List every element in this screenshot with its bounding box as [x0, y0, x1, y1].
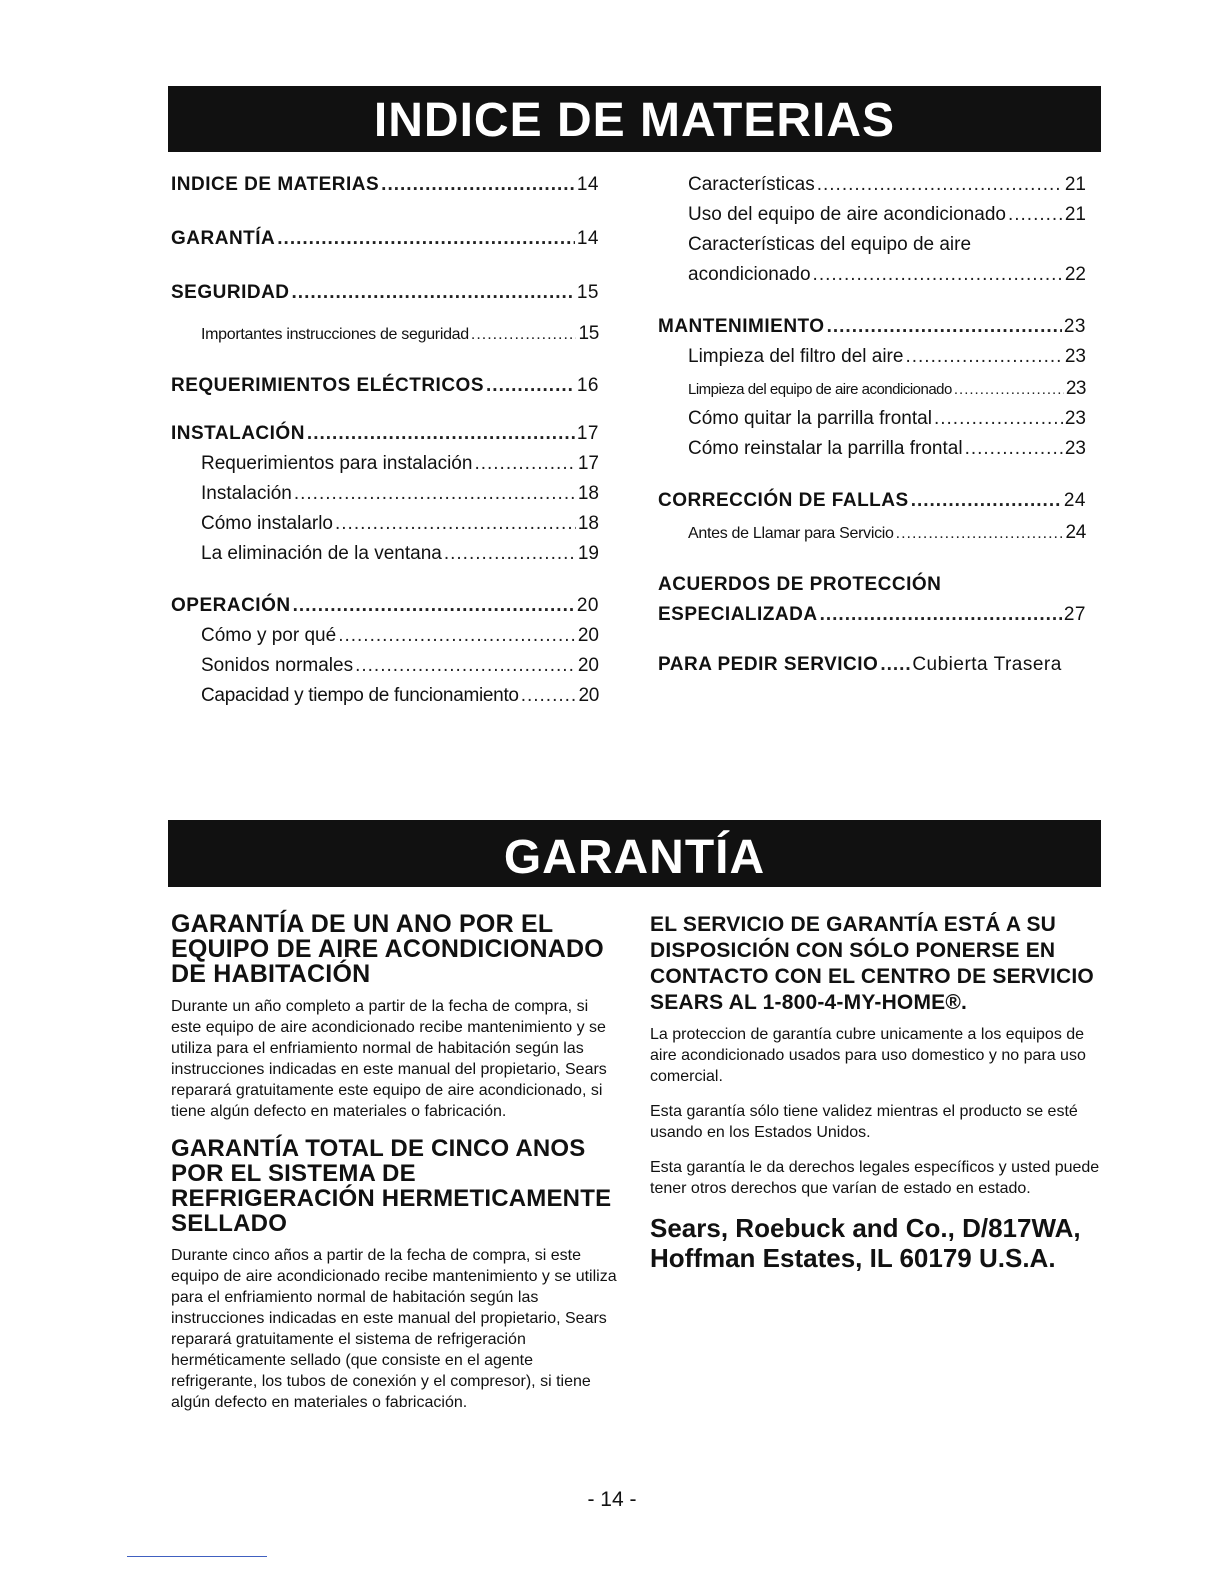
one-year-warranty-text: Durante un año completo a partir de la fecha de compra, si este equipo de aire acondicionado recibe mantenimiento y se utiliza para el enfriamiento normal de habitación según las instrucciones indicadas en este manual del propietario, Sears reparará gratuitamente este equipo de aire acondicionado, si tiene algún defecto en materiales o fabricación.	[171, 998, 607, 1120]
toc-left-column	[171, 170, 599, 707]
warranty-rights-text: Esta garantía le da derechos legales específicos y usted puede tener otros derechos que varían de estado en estado.	[650, 1159, 1100, 1197]
five-year-warranty-heading: GARANTÍA TOTAL DE CINCO ANOS POR EL SISTEMA DE REFRIGERACIÓN HERMETICAMENTE SELLADO	[171, 1135, 612, 1237]
one-year-warranty-heading: GARANTÍA DE UN ANO POR EL EQUIPO DE AIRE ACONDICIONADO DE HABITACIÓN	[171, 910, 604, 988]
toc-entry[interactable]: Limpieza del filtro del aire ..... 23	[658, 346, 1086, 368]
toc-right-column	[658, 170, 1086, 676]
toc-entry[interactable]: Requerimientos para instalación ..... 17	[171, 453, 599, 475]
warranty-coverage-text: La proteccion de garantía cubre unicamente a los equipos de aire acondicionado usados para uso domestico y no para uso comercial.	[650, 1026, 1086, 1085]
toc-entry[interactable]: ESPECIALIZADA ..... 27	[658, 604, 1086, 626]
toc-entry[interactable]: La eliminación de la ventana ..... 19	[171, 543, 599, 565]
toc-entry[interactable]: INDICE DE MATERIAS ..... 14	[171, 174, 599, 196]
company-address	[650, 1213, 1100, 1273]
toc-entry[interactable]: ACUERDOS DE PROTECCIÓN	[658, 574, 942, 595]
toc-entry[interactable]: Cómo instalarlo ..... 18	[171, 513, 599, 535]
toc-entry[interactable]: Cómo reinstalar la parrilla frontal ..... 23	[658, 438, 1086, 460]
warranty-title: GARANTÍA	[503, 831, 766, 884]
toc-entry[interactable]: Instalación ..... 18	[171, 483, 599, 505]
toc-entry[interactable]: Antes de Llamar para Servicio ..... 24	[658, 522, 1086, 544]
warranty-title-banner	[168, 820, 1101, 887]
toc-entry[interactable]: Cómo y por qué ..... 20	[171, 625, 599, 647]
company-address-line2: Hoffman Estates, IL 60179 U.S.A.	[650, 1243, 1056, 1273]
warranty-left-column	[171, 912, 621, 1421]
toc-entry[interactable]: Características del equipo de aire	[688, 234, 972, 255]
toc-entry[interactable]: INSTALACIÓN ..... 17	[171, 423, 599, 445]
toc-entry[interactable]: Limpieza del equipo de aire acondicionado ..... 23	[658, 378, 1086, 400]
warranty-validity-text: Esta garantía sólo tiene validez mientras el producto se esté usando en los Estados Unidos.	[650, 1103, 1078, 1141]
five-year-warranty-text: Durante cinco años a partir de la fecha de compra, si este equipo de aire acondicionado recibe mantenimiento y se utiliza para el enfriamiento normal de habitación según las instrucciones indicadas en este manual del propietario, Sears reparará gratuitamente el sistema de refrigeración herméticamente sellado (que consiste en el agente refrigerante, los tubos de conexión y el compresor), si tiene algún defecto en materiales o fabricación.	[171, 1247, 617, 1411]
toc-entry[interactable]: OPERACIÓN ..... 20	[171, 595, 599, 617]
toc-entry[interactable]: GARANTÍA ..... 14	[171, 228, 599, 250]
toc-entry[interactable]: Capacidad y tiempo de funcionamiento ..... 20	[171, 685, 599, 707]
toc-entry[interactable]: Cómo quitar la parrilla frontal ..... 23	[658, 408, 1086, 430]
warranty-right-column	[650, 912, 1100, 1273]
toc-title: INDICE DE MATERIAS	[373, 94, 896, 147]
toc-entry[interactable]: REQUERIMIENTOS ELÉCTRICOS ..... 16	[171, 375, 599, 397]
toc-entry[interactable]: CORRECCIÓN DE FALLAS ..... 24	[658, 490, 1086, 512]
warranty-service-heading: EL SERVICIO DE GARANTÍA ESTÁ A SU DISPOSICIÓN CON SÓLO PONERSE EN CONTACTO CON EL CENTRO DE SERVICIO SEARS AL 1-800-4-MY-HOME®.	[650, 913, 1094, 1014]
toc-entry[interactable]: Importantes instrucciones de seguridad ..... 15	[171, 323, 599, 345]
footer-rule	[127, 1556, 267, 1557]
toc-entry[interactable]: acondicionado ..... 22	[658, 264, 1086, 286]
toc-entry[interactable]: MANTENIMIENTO ..... 23	[658, 316, 1086, 338]
page-number: - 14 -	[587, 1488, 637, 1511]
toc-entry[interactable]: Uso del equipo de aire acondicionado ..... 21	[658, 204, 1086, 226]
toc-entry[interactable]: Sonidos normales ..... 20	[171, 655, 599, 677]
toc-title-banner	[168, 86, 1101, 152]
company-address-line1: Sears, Roebuck and Co., D/817WA,	[650, 1213, 1081, 1243]
toc-entry[interactable]: PARA PEDIR SERVICIO ..... Cubierta Trasera	[658, 654, 1086, 676]
toc-entry[interactable]: Características ..... 21	[658, 174, 1086, 196]
toc-entry[interactable]: SEGURIDAD ..... 15	[171, 282, 599, 304]
